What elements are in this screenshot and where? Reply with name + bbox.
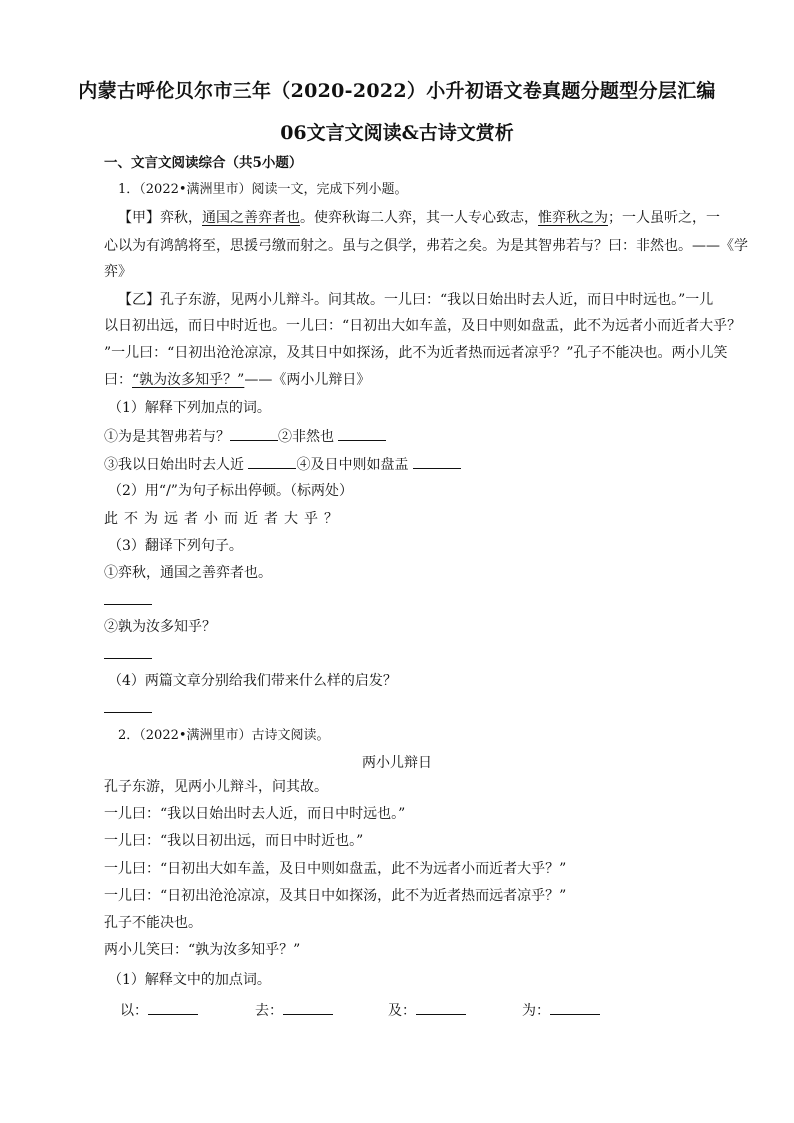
passage-text: 。使弈秋诲二人弈，其一人专心致志， bbox=[300, 210, 538, 226]
fill-item-3 bbox=[388, 1000, 466, 1020]
answer-blank[interactable] bbox=[338, 426, 386, 441]
fill-label: 为： bbox=[522, 1003, 550, 1019]
document-subtitle: 06文言文阅读&古诗文赏析 bbox=[280, 122, 514, 144]
poem-line: 孔子不能决也。 bbox=[104, 915, 202, 931]
poem-line: 两小儿笑曰：“孰为汝多知乎？” bbox=[104, 942, 301, 958]
underlined-phrase: 惟弈秋之为 bbox=[538, 210, 608, 226]
poem-title: 两小儿辩日 bbox=[362, 755, 432, 771]
passage-jia-line-1 bbox=[118, 208, 720, 228]
poem-line: 孔子东游，见两小儿辩斗，问其故。 bbox=[104, 779, 328, 795]
q2-subquestion-1: （1）解释文中的加点词。 bbox=[108, 972, 271, 988]
underlined-phrase: 通国之善弈者也 bbox=[202, 210, 300, 226]
answer-blank[interactable] bbox=[413, 454, 461, 469]
subquestion-4: （4）两篇文章分别给我们带来什么样的启发？ bbox=[108, 673, 397, 689]
word-item: ④及日中则如盘盂 bbox=[296, 457, 409, 473]
poem-line: 一儿曰：“日初出沧沧凉凉，及其日中如探汤，此不为近者热而远者凉乎？” bbox=[104, 888, 567, 904]
passage-yi-line-2: 以日初出远，而日中时近也。一儿曰：“日初出大如车盖，及日中则如盘盂，此不为远者小而近者大乎？ bbox=[104, 318, 742, 334]
answer-line[interactable] bbox=[104, 658, 152, 659]
word-item-row-2 bbox=[104, 454, 461, 475]
answer-blank[interactable] bbox=[230, 426, 278, 441]
passage-text: 曰： bbox=[104, 372, 132, 388]
word-item-row-1 bbox=[104, 426, 386, 447]
word-item: ①为是其智弗若与？ bbox=[104, 429, 230, 445]
passage-text: 【甲】弈秋， bbox=[118, 210, 202, 226]
answer-blank[interactable] bbox=[283, 1000, 333, 1015]
answer-blank[interactable] bbox=[550, 1000, 600, 1015]
passage-jia-line-3: 弈》 bbox=[104, 264, 132, 280]
passage-jia-line-2: 心以为有鸿鹄将至，思援弓缴而射之。虽与之俱学，弗若之矣。为是其智弗若与？曰：非然也。——《学 bbox=[104, 238, 748, 254]
fill-item-4 bbox=[522, 1000, 600, 1020]
document-title: 内蒙古呼伦贝尔市三年（2020-2022）小升初语文卷真题分题型分层汇编 bbox=[78, 80, 716, 102]
question-2-intro: 2．（2022•满洲里市）古诗文阅读。 bbox=[118, 728, 330, 743]
answer-blank[interactable] bbox=[416, 1000, 466, 1015]
subquestion-1: （1）解释下列加点的词。 bbox=[108, 400, 271, 416]
passage-text: ；一人虽听之，一 bbox=[608, 210, 720, 226]
fill-item-2 bbox=[255, 1000, 333, 1020]
word-item: ②非然也 bbox=[278, 429, 334, 445]
answer-blank[interactable] bbox=[148, 1000, 198, 1015]
poem-line: 一儿曰：“我以日始出时去人近，而日中时远也。” bbox=[104, 806, 406, 822]
translate-item-2: ②孰为汝多知乎？ bbox=[104, 619, 216, 635]
passage-yi-line-4 bbox=[104, 370, 370, 390]
passage-source: ——《两小儿辩日》 bbox=[244, 372, 371, 388]
answer-line[interactable] bbox=[104, 604, 152, 605]
fill-label: 以： bbox=[120, 1003, 148, 1019]
fill-label: 及： bbox=[388, 1003, 416, 1019]
passage-yi-line-3: ”一儿曰：“日初出沧沧凉凉，及其日中如探汤，此不为近者热而远者凉乎？”孔子不能决也。两小儿笑 bbox=[104, 345, 728, 361]
poem-line: 一儿曰：“我以日初出远，而日中时近也。” bbox=[104, 833, 364, 849]
word-item: ③我以日始出时去人近 bbox=[104, 457, 244, 473]
subquestion-3: （3）翻译下列句子。 bbox=[108, 538, 243, 554]
fill-item-1 bbox=[120, 1000, 198, 1020]
fill-label: 去： bbox=[255, 1003, 283, 1019]
passage-yi-line-1: 【乙】孔子东游，见两小儿辩斗。问其故。一儿曰：“我以日始出时去人近，而日中时远也。”一儿 bbox=[118, 292, 714, 308]
poem-line: 一儿曰：“日初出大如车盖，及日中则如盘盂，此不为远者小而近者大乎？” bbox=[104, 861, 567, 877]
answer-line[interactable] bbox=[104, 712, 152, 713]
question-1-intro: 1．（2022•满洲里市）阅读一文，完成下列小题。 bbox=[118, 182, 408, 197]
pause-sentence: 此不为远者小而近者大乎？ bbox=[104, 511, 344, 527]
subquestion-2: （2）用“/”为句子标出停顿。（标两处） bbox=[108, 483, 353, 499]
section-heading: 一、文言文阅读综合（共5小题） bbox=[104, 155, 303, 171]
answer-blank[interactable] bbox=[248, 454, 296, 469]
underlined-phrase: “孰为汝多知乎？” bbox=[132, 372, 245, 388]
translate-item-1: ①弈秋，通国之善弈者也。 bbox=[104, 565, 272, 581]
